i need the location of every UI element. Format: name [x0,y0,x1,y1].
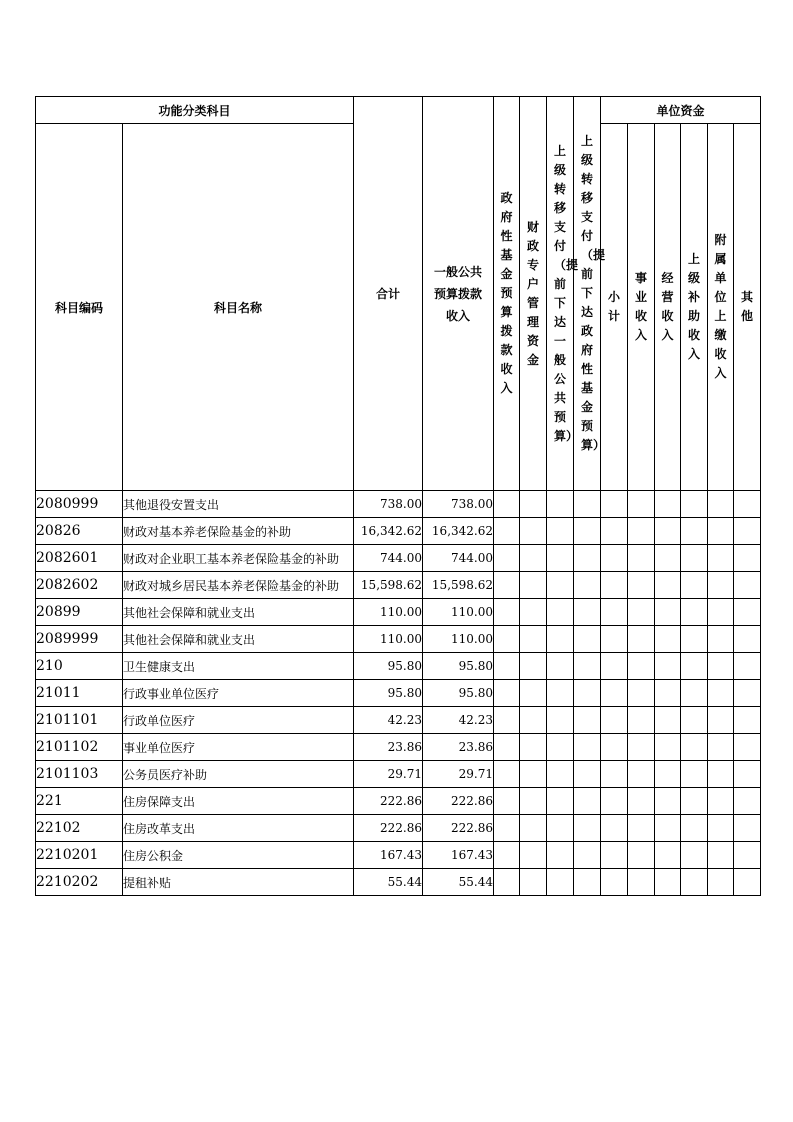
row-general-budget: 738.00 [423,491,494,518]
row-name: 其他社会保障和就业支出 [123,626,354,653]
empty-cell [494,545,520,572]
row-name: 住房保障支出 [123,788,354,815]
empty-cell [520,545,547,572]
header-special-account [520,97,547,491]
row-general-budget: 222.86 [423,815,494,842]
empty-cell [734,869,761,896]
empty-cell [520,491,547,518]
empty-cell [520,653,547,680]
empty-cell [547,842,574,869]
header-gov-fund [494,97,520,491]
empty-cell [628,815,655,842]
empty-cell [708,680,734,707]
header-transfer-general-text: 上级转移支付（提前下达一般公共预算） [554,143,579,443]
empty-cell [628,491,655,518]
empty-cell [734,842,761,869]
empty-cell [628,518,655,545]
header-subsidy-income [681,124,708,491]
header-other-text: 其他 [741,290,754,323]
table-row [36,626,761,653]
empty-cell [734,518,761,545]
header-general-budget-line3: 收入 [445,308,470,323]
empty-cell [547,869,574,896]
header-gov-fund-text: 政府性基金预算拨款收入 [500,191,513,395]
empty-cell [520,626,547,653]
empty-cell [547,815,574,842]
row-general-budget: 744.00 [423,545,494,572]
empty-cell [628,572,655,599]
empty-cell [681,815,708,842]
empty-cell [655,842,681,869]
header-subtotal-text: 小计 [608,290,621,323]
empty-cell [655,572,681,599]
empty-cell [601,572,628,599]
empty-cell [601,653,628,680]
empty-cell [734,545,761,572]
empty-cell [655,734,681,761]
table-row [36,734,761,761]
empty-cell [520,599,547,626]
empty-cell [708,869,734,896]
row-total: 110.00 [354,599,423,626]
empty-cell [494,734,520,761]
empty-cell [601,869,628,896]
empty-cell [601,788,628,815]
empty-cell [520,734,547,761]
header-subtotal [601,124,628,491]
empty-cell [708,707,734,734]
empty-cell [547,572,574,599]
empty-cell [708,626,734,653]
empty-cell [655,761,681,788]
empty-cell [494,680,520,707]
empty-cell [681,842,708,869]
header-subsidy-income-text: 上级补助收入 [688,252,701,361]
empty-cell [494,869,520,896]
row-general-budget: 222.86 [423,788,494,815]
empty-cell [494,572,520,599]
empty-cell [520,572,547,599]
empty-cell [655,626,681,653]
empty-cell [681,869,708,896]
row-code: 2210201 [36,842,123,869]
row-code: 20899 [36,599,123,626]
empty-cell [601,491,628,518]
empty-cell [574,815,601,842]
empty-cell [681,491,708,518]
header-business-income-text: 事业收入 [635,271,648,342]
empty-cell [574,788,601,815]
row-total: 95.80 [354,653,423,680]
row-code: 2210202 [36,869,123,896]
empty-cell [734,626,761,653]
empty-cell [734,707,761,734]
empty-cell [628,734,655,761]
empty-cell [574,491,601,518]
empty-cell [574,707,601,734]
header-special-account-text: 财政专户管理资金 [527,219,540,367]
row-total: 744.00 [354,545,423,572]
row-general-budget: 55.44 [423,869,494,896]
empty-cell [655,707,681,734]
empty-cell [708,761,734,788]
empty-cell [708,491,734,518]
empty-cell [520,842,547,869]
empty-cell [520,869,547,896]
row-general-budget: 16,342.62 [423,518,494,545]
row-general-budget: 29.71 [423,761,494,788]
row-code: 22102 [36,815,123,842]
empty-cell [520,518,547,545]
empty-cell [734,815,761,842]
empty-cell [734,599,761,626]
row-total: 42.23 [354,707,423,734]
empty-cell [734,788,761,815]
empty-cell [628,788,655,815]
row-total: 110.00 [354,626,423,653]
empty-cell [681,545,708,572]
empty-cell [601,599,628,626]
table-row [36,680,761,707]
empty-cell [574,869,601,896]
empty-cell [655,653,681,680]
header-code: 科目编码 [36,124,123,491]
empty-cell [655,815,681,842]
empty-cell [601,761,628,788]
empty-cell [601,734,628,761]
row-general-budget: 167.43 [423,842,494,869]
empty-cell [547,518,574,545]
empty-cell [547,491,574,518]
row-name: 事业单位医疗 [123,734,354,761]
row-name: 卫生健康支出 [123,653,354,680]
empty-cell [574,734,601,761]
table-row [36,788,761,815]
empty-cell [708,599,734,626]
row-total: 222.86 [354,815,423,842]
table-row [36,572,761,599]
empty-cell [494,761,520,788]
table-row [36,815,761,842]
empty-cell [494,815,520,842]
empty-cell [655,599,681,626]
row-name: 行政事业单位医疗 [123,680,354,707]
header-operating-income [655,124,681,491]
row-code: 210 [36,653,123,680]
row-general-budget: 110.00 [423,626,494,653]
empty-cell [708,842,734,869]
empty-cell [547,599,574,626]
empty-cell [734,572,761,599]
empty-cell [494,518,520,545]
row-name: 提租补贴 [123,869,354,896]
empty-cell [628,626,655,653]
empty-cell [601,680,628,707]
empty-cell [655,545,681,572]
row-name: 住房改革支出 [123,815,354,842]
row-code: 2082602 [36,572,123,599]
empty-cell [494,653,520,680]
empty-cell [601,518,628,545]
header-transfer-general [547,97,579,491]
empty-cell [494,599,520,626]
empty-cell [734,680,761,707]
row-total: 23.86 [354,734,423,761]
row-total: 95.80 [354,680,423,707]
empty-cell [655,788,681,815]
empty-cell [734,734,761,761]
empty-cell [628,842,655,869]
table-row [36,842,761,869]
empty-cell [708,653,734,680]
empty-cell [574,518,601,545]
empty-cell [601,815,628,842]
empty-cell [655,491,681,518]
empty-cell [681,761,708,788]
empty-cell [655,869,681,896]
empty-cell [628,680,655,707]
row-general-budget: 15,598.62 [423,572,494,599]
empty-cell [734,653,761,680]
empty-cell [681,599,708,626]
row-name: 其他退役安置支出 [123,491,354,518]
empty-cell [547,761,574,788]
header-business-income [628,124,655,491]
empty-cell [681,734,708,761]
row-general-budget: 23.86 [423,734,494,761]
empty-cell [601,842,628,869]
header-other [734,124,761,491]
row-code: 2089999 [36,626,123,653]
row-total: 55.44 [354,869,423,896]
empty-cell [708,815,734,842]
header-operating-income-text: 经营收入 [661,271,674,342]
empty-cell [681,653,708,680]
empty-cell [574,761,601,788]
empty-cell [601,545,628,572]
empty-cell [708,518,734,545]
row-general-budget: 110.00 [423,599,494,626]
empty-cell [655,518,681,545]
row-total: 167.43 [354,842,423,869]
empty-cell [574,653,601,680]
empty-cell [494,788,520,815]
empty-cell [681,626,708,653]
row-code: 2080999 [36,491,123,518]
table-row [36,869,761,896]
table-row [36,491,761,518]
header-total: 合计 [354,97,423,491]
empty-cell [547,734,574,761]
header-transfer-fund-text: 上级转移支付（提前下达政府性基金预算） [581,134,606,452]
row-code: 21011 [36,680,123,707]
row-total: 738.00 [354,491,423,518]
empty-cell [547,545,574,572]
empty-cell [601,626,628,653]
empty-cell [520,815,547,842]
row-total: 15,598.62 [354,572,423,599]
empty-cell [628,545,655,572]
table-row [36,545,761,572]
row-code: 221 [36,788,123,815]
empty-cell [655,680,681,707]
empty-cell [574,680,601,707]
row-total: 16,342.62 [354,518,423,545]
row-code: 20826 [36,518,123,545]
empty-cell [574,626,601,653]
header-func-class: 功能分类科目 [36,97,354,124]
table-row [36,761,761,788]
row-general-budget: 95.80 [423,680,494,707]
header-general-budget-line1: 一般公共 [433,264,482,279]
header-affiliate-income [708,124,734,491]
table-row [36,599,761,626]
empty-cell [734,491,761,518]
empty-cell [547,707,574,734]
empty-cell [628,599,655,626]
empty-cell [628,707,655,734]
header-affiliate-income-text: 附属单位上缴收入 [714,233,727,380]
row-name: 住房公积金 [123,842,354,869]
empty-cell [574,545,601,572]
header-name: 科目名称 [123,124,354,491]
empty-cell [681,788,708,815]
row-name: 财政对基本养老保险基金的补助 [123,518,354,545]
row-general-budget: 95.80 [423,653,494,680]
empty-cell [681,680,708,707]
header-unit-funds: 单位资金 [601,97,761,124]
empty-cell [628,761,655,788]
empty-cell [628,653,655,680]
empty-cell [681,707,708,734]
empty-cell [547,626,574,653]
row-name: 行政单位医疗 [123,707,354,734]
empty-cell [574,572,601,599]
empty-cell [547,788,574,815]
empty-cell [708,545,734,572]
empty-cell [601,707,628,734]
empty-cell [520,761,547,788]
empty-cell [547,680,574,707]
row-code: 2101103 [36,761,123,788]
empty-cell [520,788,547,815]
empty-cell [681,518,708,545]
empty-cell [494,842,520,869]
row-name: 其他社会保障和就业支出 [123,599,354,626]
table-row [36,707,761,734]
row-code: 2101101 [36,707,123,734]
row-total: 29.71 [354,761,423,788]
empty-cell [628,869,655,896]
row-name: 公务员医疗补助 [123,761,354,788]
table-body [36,491,761,896]
header-general-budget [423,97,494,491]
empty-cell [734,761,761,788]
row-name: 财政对城乡居民基本养老保险基金的补助 [123,572,354,599]
empty-cell [708,572,734,599]
empty-cell [681,572,708,599]
row-name: 财政对企业职工基本养老保险基金的补助 [123,545,354,572]
row-code: 2101102 [36,734,123,761]
empty-cell [574,842,601,869]
empty-cell [708,788,734,815]
budget-table [35,96,761,896]
empty-cell [494,626,520,653]
empty-cell [574,599,601,626]
empty-cell [494,491,520,518]
empty-cell [520,707,547,734]
empty-cell [547,653,574,680]
row-code: 2082601 [36,545,123,572]
empty-cell [494,707,520,734]
empty-cell [520,680,547,707]
table-row [36,653,761,680]
header-general-budget-line2: 预算拨款 [433,286,482,301]
table-row [36,518,761,545]
row-general-budget: 42.23 [423,707,494,734]
empty-cell [708,734,734,761]
row-total: 222.86 [354,788,423,815]
